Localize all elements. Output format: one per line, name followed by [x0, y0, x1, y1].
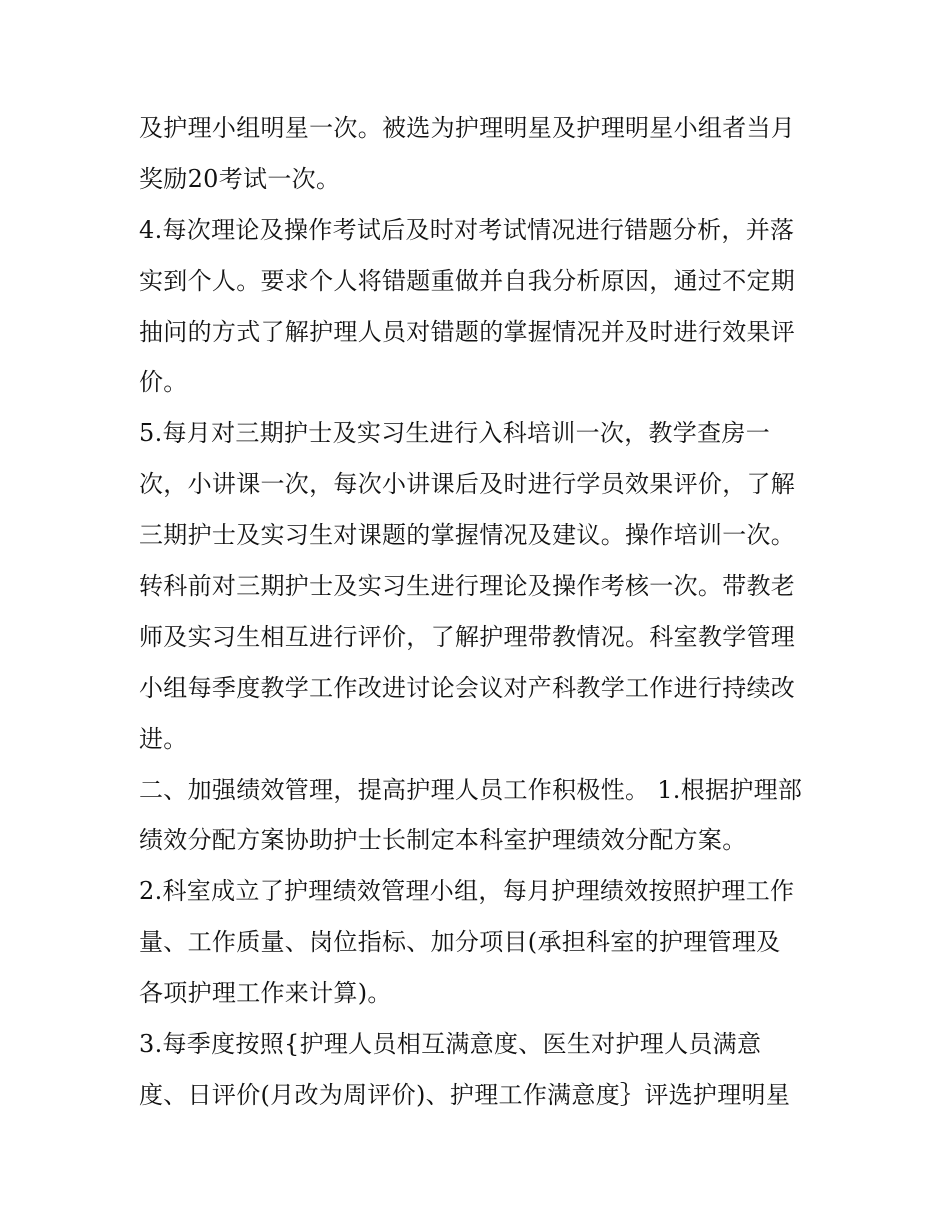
text-line: 次，小讲课一次，每次小讲课后及时进行学员效果评价，了解 — [139, 470, 796, 499]
text-line: 4.每次理论及操作考试后及时对考试情况进行错题分析，并落 — [139, 215, 795, 244]
text-line: 5.每月对三期护士及实习生进行入科培训一次，教学查房一 — [139, 419, 770, 448]
text-line: 绩效分配方案协助护士长制定本科室护理绩效分配方案。 — [139, 826, 747, 855]
text-line: 进。 — [139, 724, 188, 753]
text-line: 实到个人。要求个人将错题重做并自我分析原因，通过不定期 — [139, 266, 796, 295]
text-line: 价。 — [139, 368, 188, 397]
text-line: 二、加强绩效管理，提高护理人员工作积极性。 1.根据护理部 — [139, 775, 803, 804]
text-line: 各项护理工作来计算)。 — [139, 979, 392, 1008]
text-line: 小组每季度教学工作改进讨论会议对产科教学工作进行持续改 — [139, 673, 796, 702]
text-line: 三期护士及实习生对课题的掌握情况及建议。操作培训一次。 — [139, 521, 796, 550]
text-line: 2.科室成立了护理绩效管理小组，每月护理绩效按照护理工作 — [139, 877, 795, 906]
text-line: 及护理小组明星一次。被选为护理明星及护理明星小组者当月 — [139, 114, 796, 142]
text-line: 奖励20考试一次。 — [139, 164, 341, 193]
text-line: 度、日评价(月改为周评价)、护理工作满意度｝评选护理明星 — [139, 1080, 791, 1109]
text-line: 转科前对三期护士及实习生进行理论及操作考核一次。带教老 — [139, 572, 796, 601]
text-line: 抽问的方式了解护理人员对错题的掌握情况并及时进行效果评 — [139, 317, 796, 346]
text-line: 3.每季度按照{护理人员相互满意度、医生对护理人员满意 — [139, 1030, 762, 1059]
text-line: 师及实习生相互进行评价，了解护理带教情况。科室教学管理 — [139, 622, 796, 651]
text-line: 量、工作质量、岗位指标、加分项目(承担科室的护理管理及 — [139, 928, 781, 957]
document-body — [139, 103, 819, 1121]
